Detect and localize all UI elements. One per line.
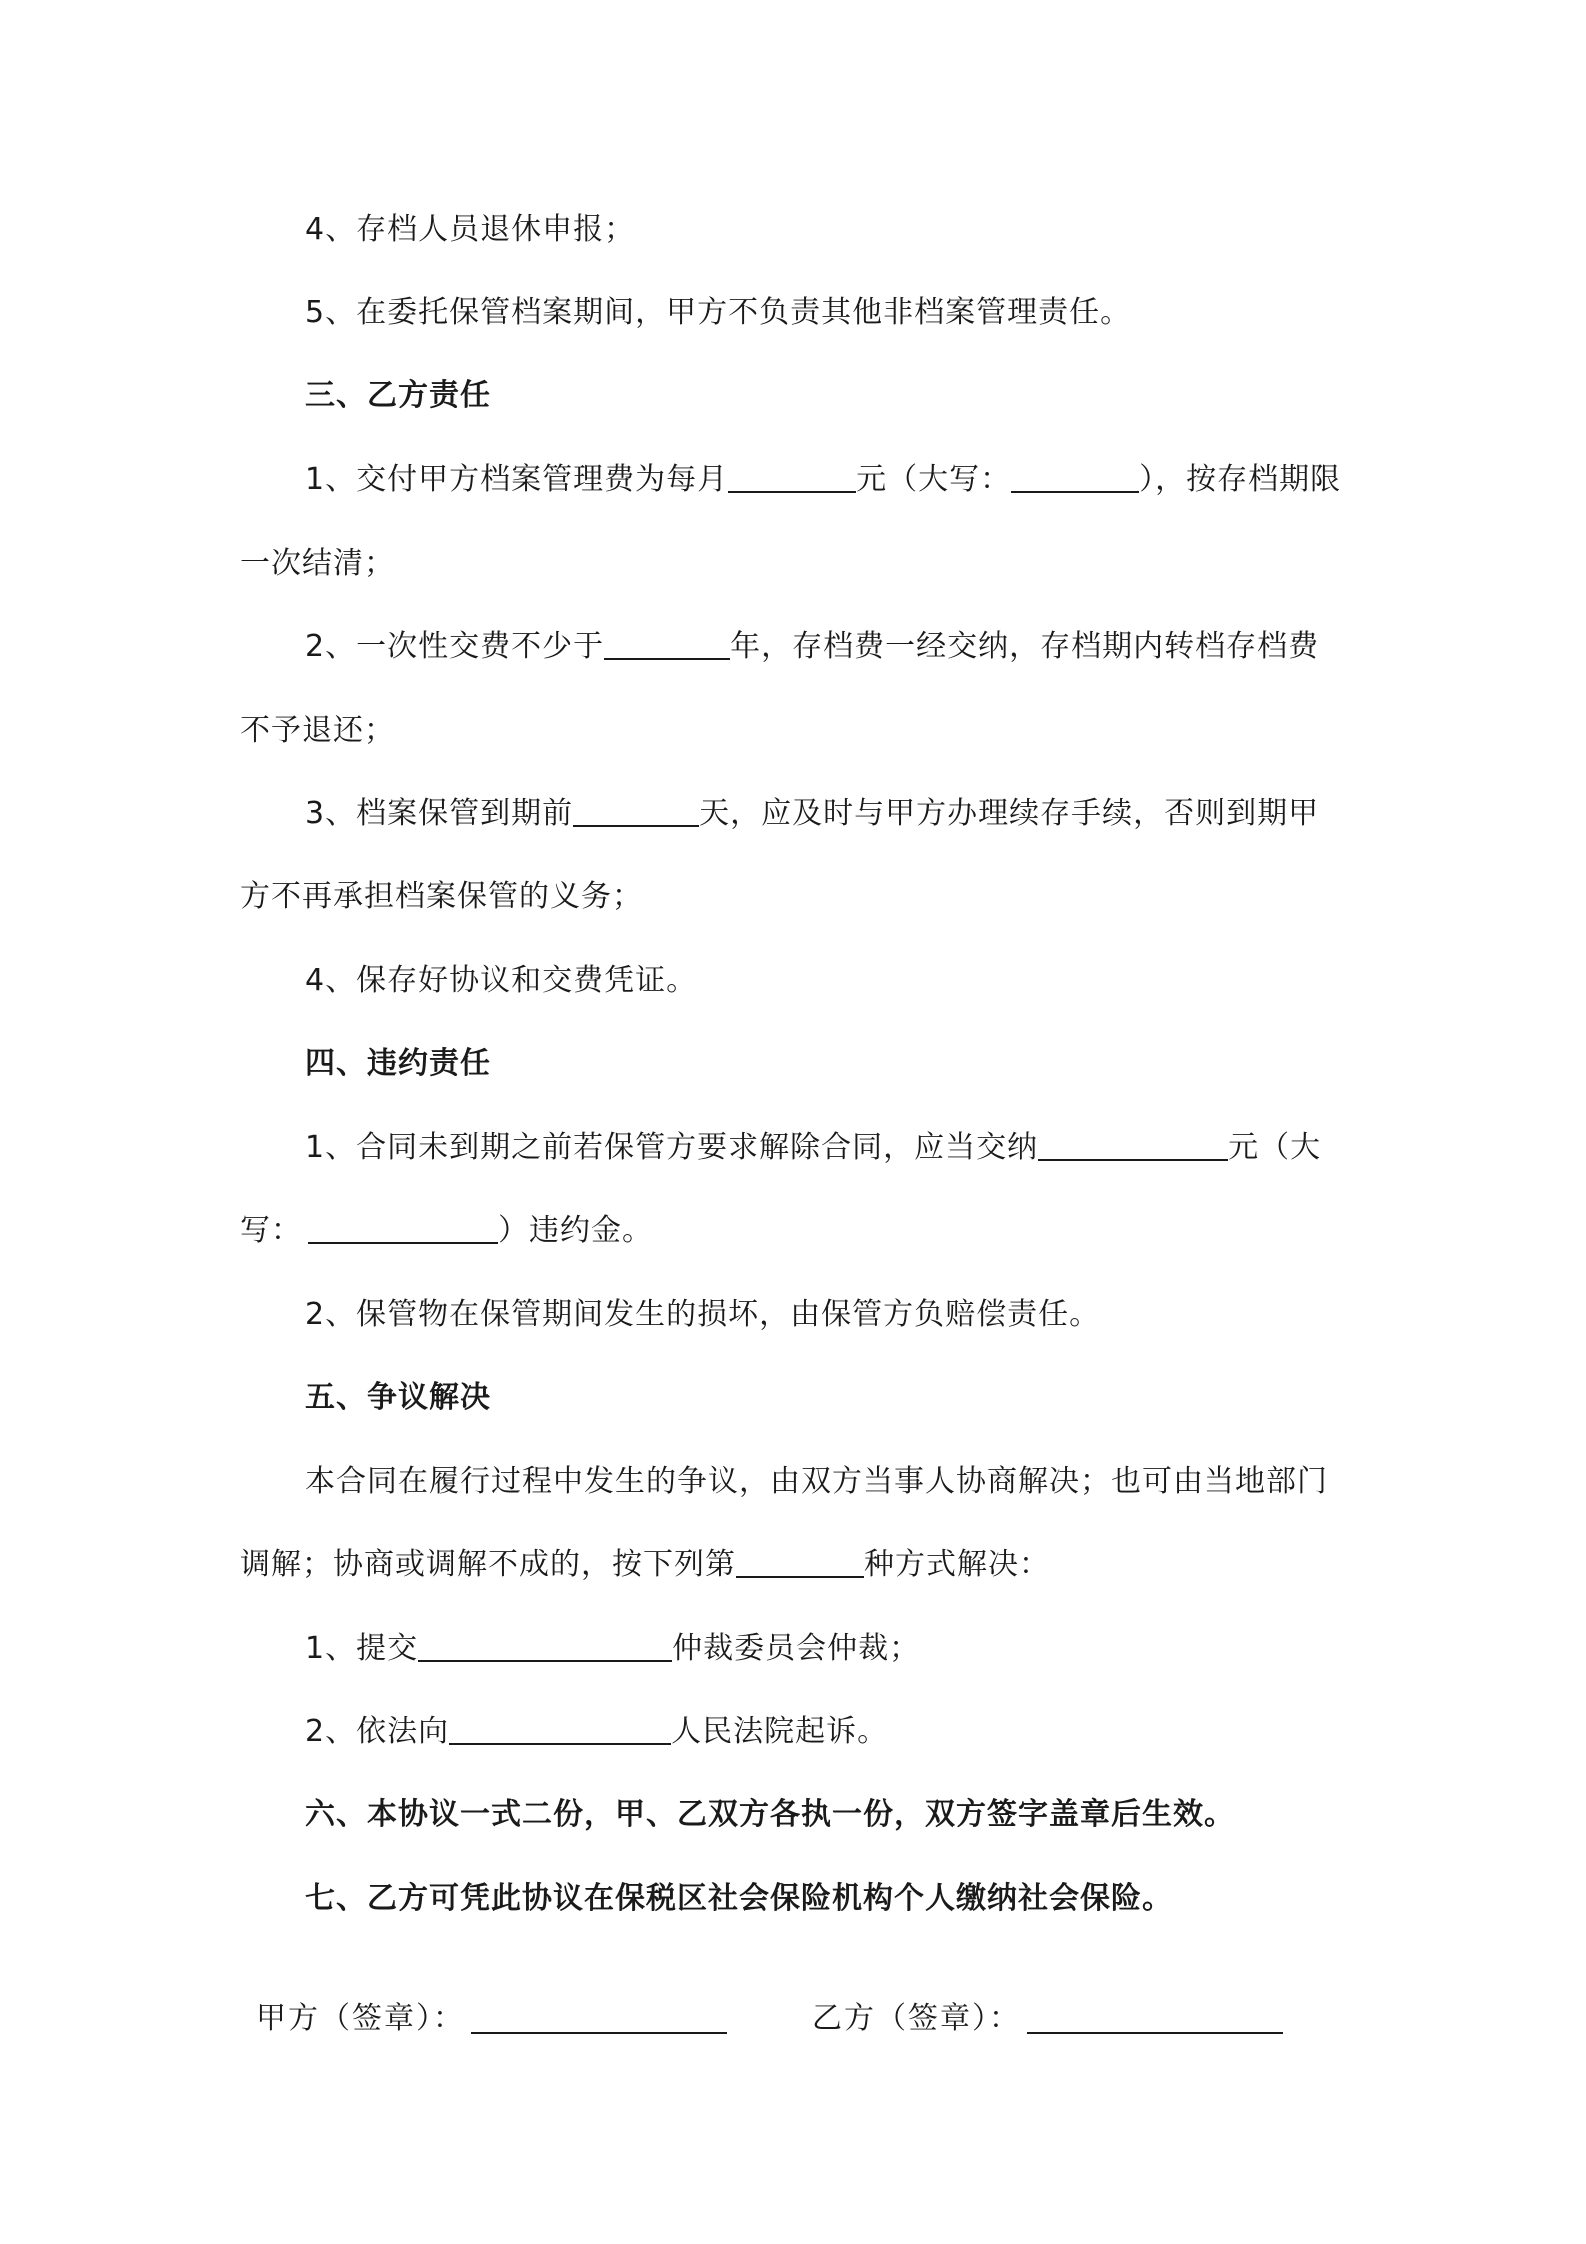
penalty-amount-words-blank[interactable]	[308, 1212, 498, 1244]
section-heading-party-b: 三、乙方责任	[305, 378, 491, 413]
clause-renewal: 3、档案保管到期前 天，应及时与甲方办理续存手续，否则到期甲	[305, 796, 1320, 831]
fee-amount-blank[interactable]	[728, 461, 856, 493]
clause-keep-receipt: 4、保存好协议和交费凭证。	[305, 963, 698, 998]
clause-retirement: 4、存档人员退休申报；	[305, 212, 636, 247]
signature-party-a: 甲方（签章）：	[256, 1998, 727, 2039]
clause-dispute: 本合同在履行过程中发生的争议，由双方当事人协商解决；也可由当地部门	[305, 1464, 1328, 1499]
clause-penalty-cont: 写： ）违约金。	[240, 1213, 653, 1248]
clause-min-years: 2、一次性交费不少于 年，存档费一经交纳，存档期内转档存档费	[305, 629, 1320, 664]
party-a-signature-blank[interactable]	[471, 1998, 727, 2034]
arbitration-committee-blank[interactable]	[418, 1630, 672, 1662]
clause-damage: 2、保管物在保管期间发生的损坏，由保管方负赔偿责任。	[305, 1297, 1101, 1332]
clause-arbitration: 1、提交 仲裁委员会仲裁；	[305, 1631, 921, 1666]
penalty-amount-blank[interactable]	[1038, 1129, 1228, 1161]
years-blank[interactable]	[604, 628, 730, 660]
clause-copies: 六、本协议一式二份，甲、乙双方各执一份，双方签字盖章后生效。	[305, 1797, 1235, 1832]
clause-court: 2、依法向 人民法院起诉。	[305, 1714, 889, 1749]
clause-monthly-fee-cont: 一次结清；	[240, 546, 395, 581]
clause-no-other-responsibility: 5、在委托保管档案期间，甲方不负责其他非档案管理责任。	[305, 295, 1132, 330]
clause-penalty: 1、合同未到期之前若保管方要求解除合同，应当交纳 元（大	[305, 1130, 1322, 1165]
method-number-blank[interactable]	[736, 1546, 864, 1578]
clause-min-years-cont: 不予退还；	[240, 713, 395, 748]
clause-dispute-cont: 调解；协商或调解不成的，按下列第 种方式解决：	[240, 1547, 1050, 1582]
clause-renewal-cont: 方不再承担档案保管的义务；	[240, 879, 643, 914]
days-blank[interactable]	[573, 795, 699, 827]
party-b-signature-blank[interactable]	[1027, 1998, 1283, 2034]
section-heading-dispute: 五、争议解决	[305, 1380, 491, 1415]
section-heading-breach: 四、违约责任	[305, 1046, 491, 1081]
clause-monthly-fee: 1、交付甲方档案管理费为每月 元（大写： ），按存档期限	[305, 462, 1342, 497]
signature-party-b: 乙方（签章）：	[812, 1998, 1283, 2039]
clause-social-insurance: 七、乙方可凭此协议在保税区社会保险机构个人缴纳社会保险。	[305, 1881, 1173, 1916]
fee-amount-words-blank[interactable]	[1011, 461, 1139, 493]
court-name-blank[interactable]	[449, 1713, 671, 1745]
